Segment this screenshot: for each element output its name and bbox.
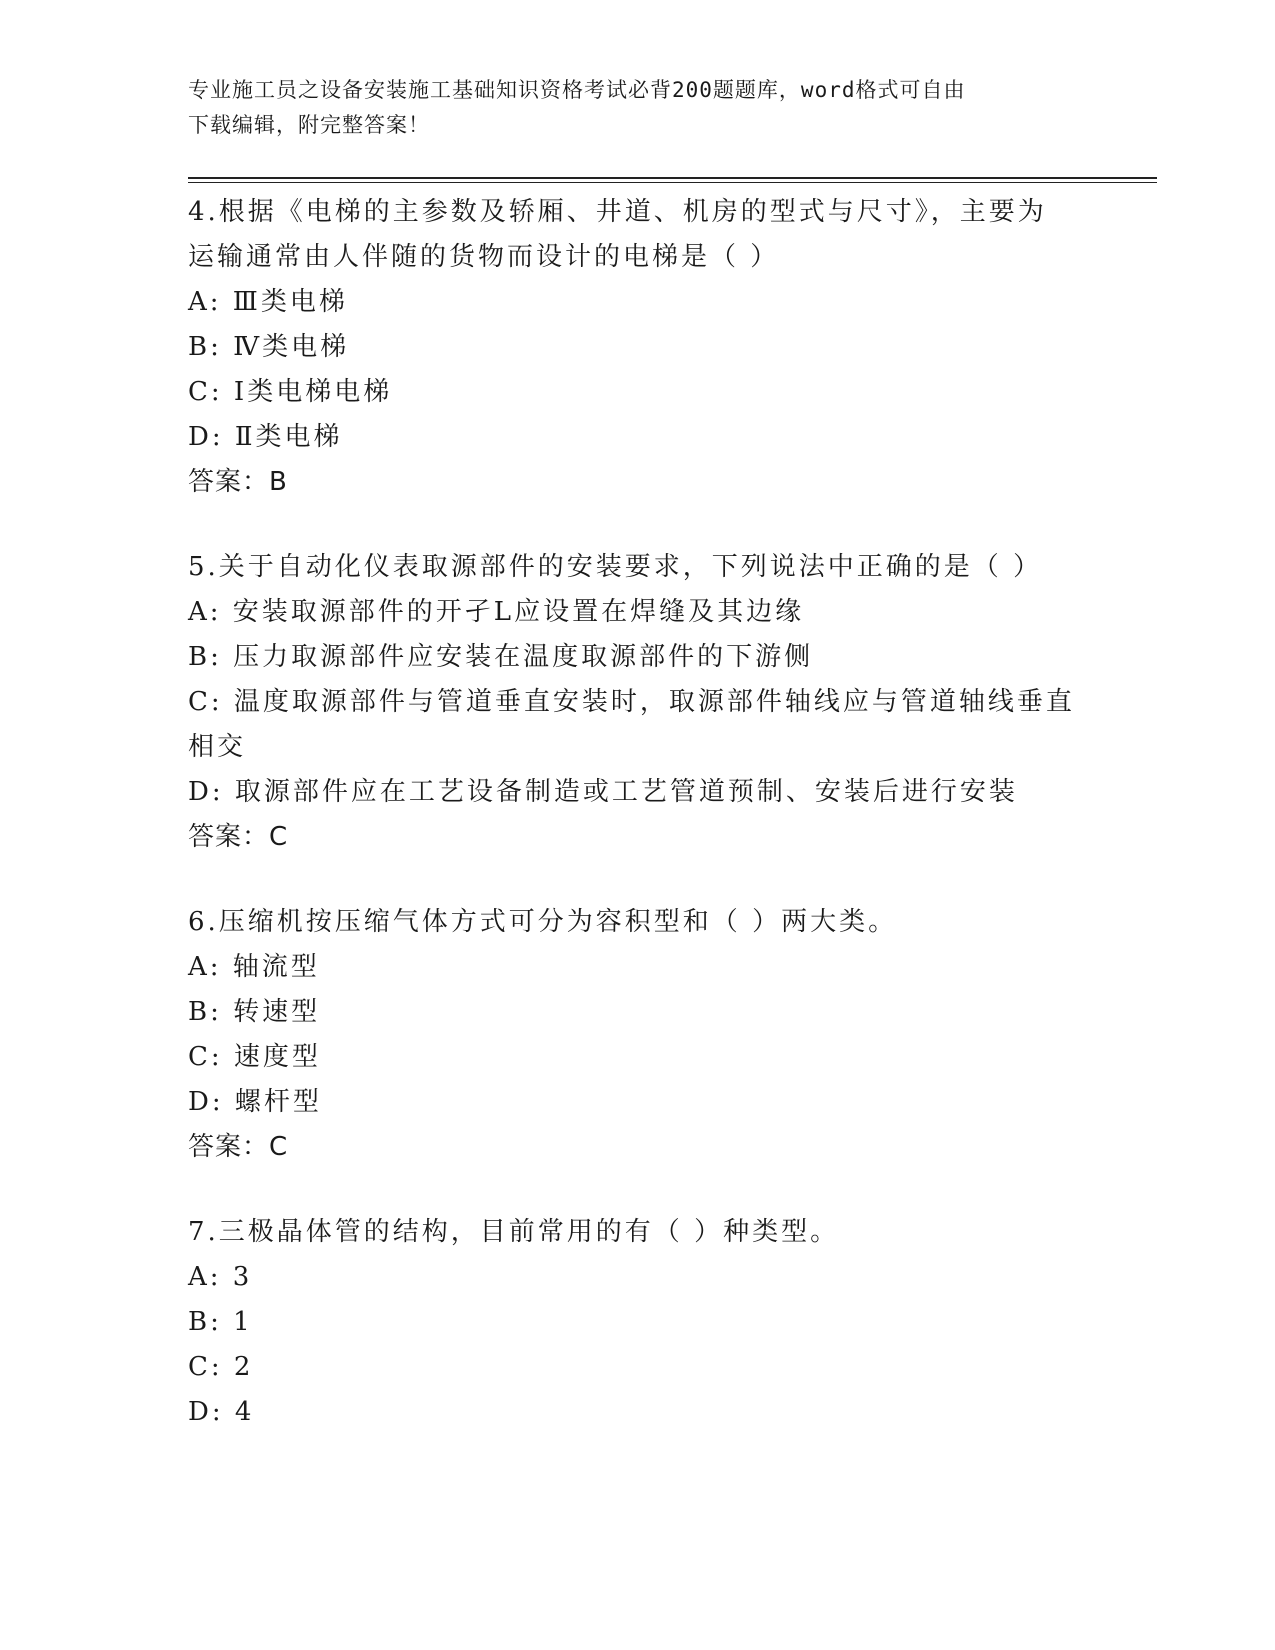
option-b: B: 1 bbox=[188, 1307, 253, 1337]
answer-label: 答案：C bbox=[188, 1132, 289, 1162]
question-stem-line: 运输通常由人伴随的货物而设计的电梯是（ ） bbox=[188, 242, 780, 272]
question-4 bbox=[188, 190, 1088, 505]
option-d: D: 取源部件应在工艺设备制造或工艺管道预制、安装后进行安装 bbox=[188, 777, 1018, 807]
answer-label: 答案：C bbox=[188, 822, 289, 852]
option-a: A: 轴流型 bbox=[188, 952, 320, 982]
question-stem-line: 4.根据《电梯的主参数及轿厢、井道、机房的型式与尺寸》，主要为 bbox=[188, 197, 1047, 227]
question-stem-line: 6.压缩机按压缩气体方式可分为容积型和（ ）两大类。 bbox=[188, 907, 898, 937]
question-list bbox=[188, 190, 1088, 1475]
header-divider-thin bbox=[188, 182, 1157, 183]
option-b: B: Ⅳ类电梯 bbox=[188, 332, 350, 362]
answer-label: 答案：B bbox=[188, 467, 288, 497]
option-d: D: 4 bbox=[188, 1397, 255, 1427]
question-7 bbox=[188, 1210, 1088, 1435]
header-line-1: 专业施工员之设备安装施工基础知识资格考试必背200题题库，word格式可自由 bbox=[188, 78, 966, 102]
option-c: C: Ⅰ类电梯电梯 bbox=[188, 377, 393, 407]
option-a: A: 安装取源部件的开孑L应设置在焊缝及其边缘 bbox=[188, 597, 805, 627]
header-line-2: 下载编辑，附完整答案！ bbox=[188, 113, 430, 137]
question-6 bbox=[188, 900, 1088, 1170]
document-header bbox=[188, 73, 1068, 143]
option-c: C: 温度取源部件与管道垂直安装时，取源部件轴线应与管道轴线垂直 bbox=[188, 687, 1075, 717]
option-d: D: Ⅱ类电梯 bbox=[188, 422, 343, 452]
option-b: B: 转速型 bbox=[188, 997, 321, 1027]
option-b: B: 压力取源部件应安装在温度取源部件的下游侧 bbox=[188, 642, 814, 672]
option-a: A: 3 bbox=[188, 1262, 253, 1292]
header-divider-thick bbox=[188, 177, 1157, 179]
question-stem-line: 7.三极晶体管的结构，目前常用的有（ ）种类型。 bbox=[188, 1217, 840, 1247]
question-5 bbox=[188, 545, 1088, 860]
option-c: C: 2 bbox=[188, 1352, 254, 1382]
option-c: C: 速度型 bbox=[188, 1042, 321, 1072]
option-c-continued: 相交 bbox=[188, 732, 247, 762]
option-d: D: 螺杆型 bbox=[188, 1087, 322, 1117]
option-a: A: Ⅲ类电梯 bbox=[188, 287, 348, 317]
question-stem-line: 5.关于自动化仪表取源部件的安装要求，下列说法中正确的是（ ） bbox=[188, 552, 1043, 582]
